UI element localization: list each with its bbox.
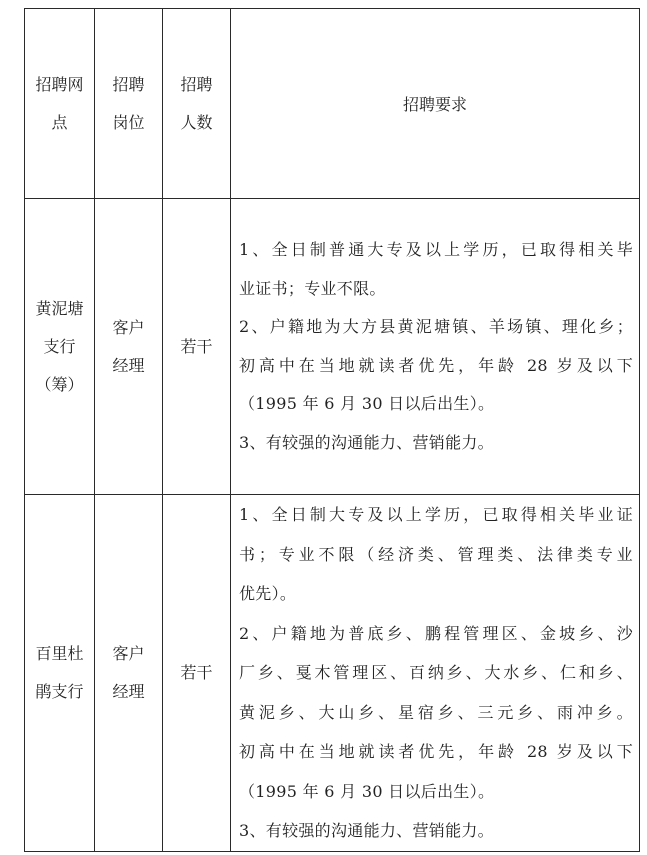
requirement-line: 优先）。 (239, 584, 297, 603)
requirement-line: 1、全日制大专及以上学历，已取得相关毕业证 (239, 505, 633, 524)
header-count (163, 9, 231, 199)
hire-count: 若干 (180, 662, 213, 682)
count-cell (163, 495, 231, 852)
position-name: 客户经理 (112, 643, 145, 701)
requirement-line: 书；专业不限（经济类、管理类、法律类专业 (239, 544, 633, 564)
header-requirements-text: 招聘要求 (402, 95, 467, 114)
table-row (25, 495, 640, 852)
header-outlet-text: 招聘网点 (35, 74, 84, 132)
outlet-name: 百里杜鹃支行 (35, 643, 84, 701)
requirement-line: 2、户籍地为大方县黄泥塘镇、羊场镇、理化乡； (239, 317, 633, 336)
position-cell (95, 199, 163, 495)
header-row (25, 9, 640, 199)
requirement-line: 初高中在当地就读者优先，年龄 28 岁及以下 (239, 355, 633, 375)
requirement-line: 2、户籍地为普底乡、鹏程管理区、金坡乡、沙 (239, 623, 633, 643)
header-requirements (231, 9, 640, 199)
requirements-cell (231, 495, 640, 852)
outlet-cell (25, 495, 95, 852)
position-cell (95, 495, 163, 852)
count-cell (163, 199, 231, 495)
header-position (95, 9, 163, 199)
requirements-cell (231, 199, 640, 495)
requirement-line: 业证书；专业不限。 (239, 278, 386, 298)
requirement-line: 初高中在当地就读者优先，年龄 28 岁及以下 (239, 742, 633, 761)
outlet-name: 黄泥塘支行（筹） (35, 298, 84, 394)
position-name: 客户经理 (112, 317, 145, 375)
recruitment-table (24, 8, 640, 852)
requirement-line: （1995 年 6 月 30 日以后出生）。 (239, 394, 495, 413)
requirement-line: （1995 年 6 月 30 日以后出生）。 (239, 781, 495, 801)
table-row (25, 199, 640, 495)
requirement-line: 1、全日制普通大专及以上学历，已取得相关毕 (239, 240, 633, 259)
outlet-cell (25, 199, 95, 495)
requirement-line: 3、有较强的沟通能力、营销能力。 (239, 432, 494, 452)
header-outlet (25, 9, 95, 199)
requirement-line: 厂乡、戛木管理区、百纳乡、大水乡、仁和乡、 (239, 663, 633, 682)
header-count-text: 招聘人数 (180, 74, 213, 132)
header-position-text: 招聘岗位 (112, 74, 145, 132)
hire-count: 若干 (180, 336, 213, 356)
requirement-line: 黄泥乡、大山乡、星宿乡、三元乡、雨冲乡。 (239, 702, 633, 722)
requirement-line: 3、有较强的沟通能力、营销能力。 (239, 821, 494, 840)
